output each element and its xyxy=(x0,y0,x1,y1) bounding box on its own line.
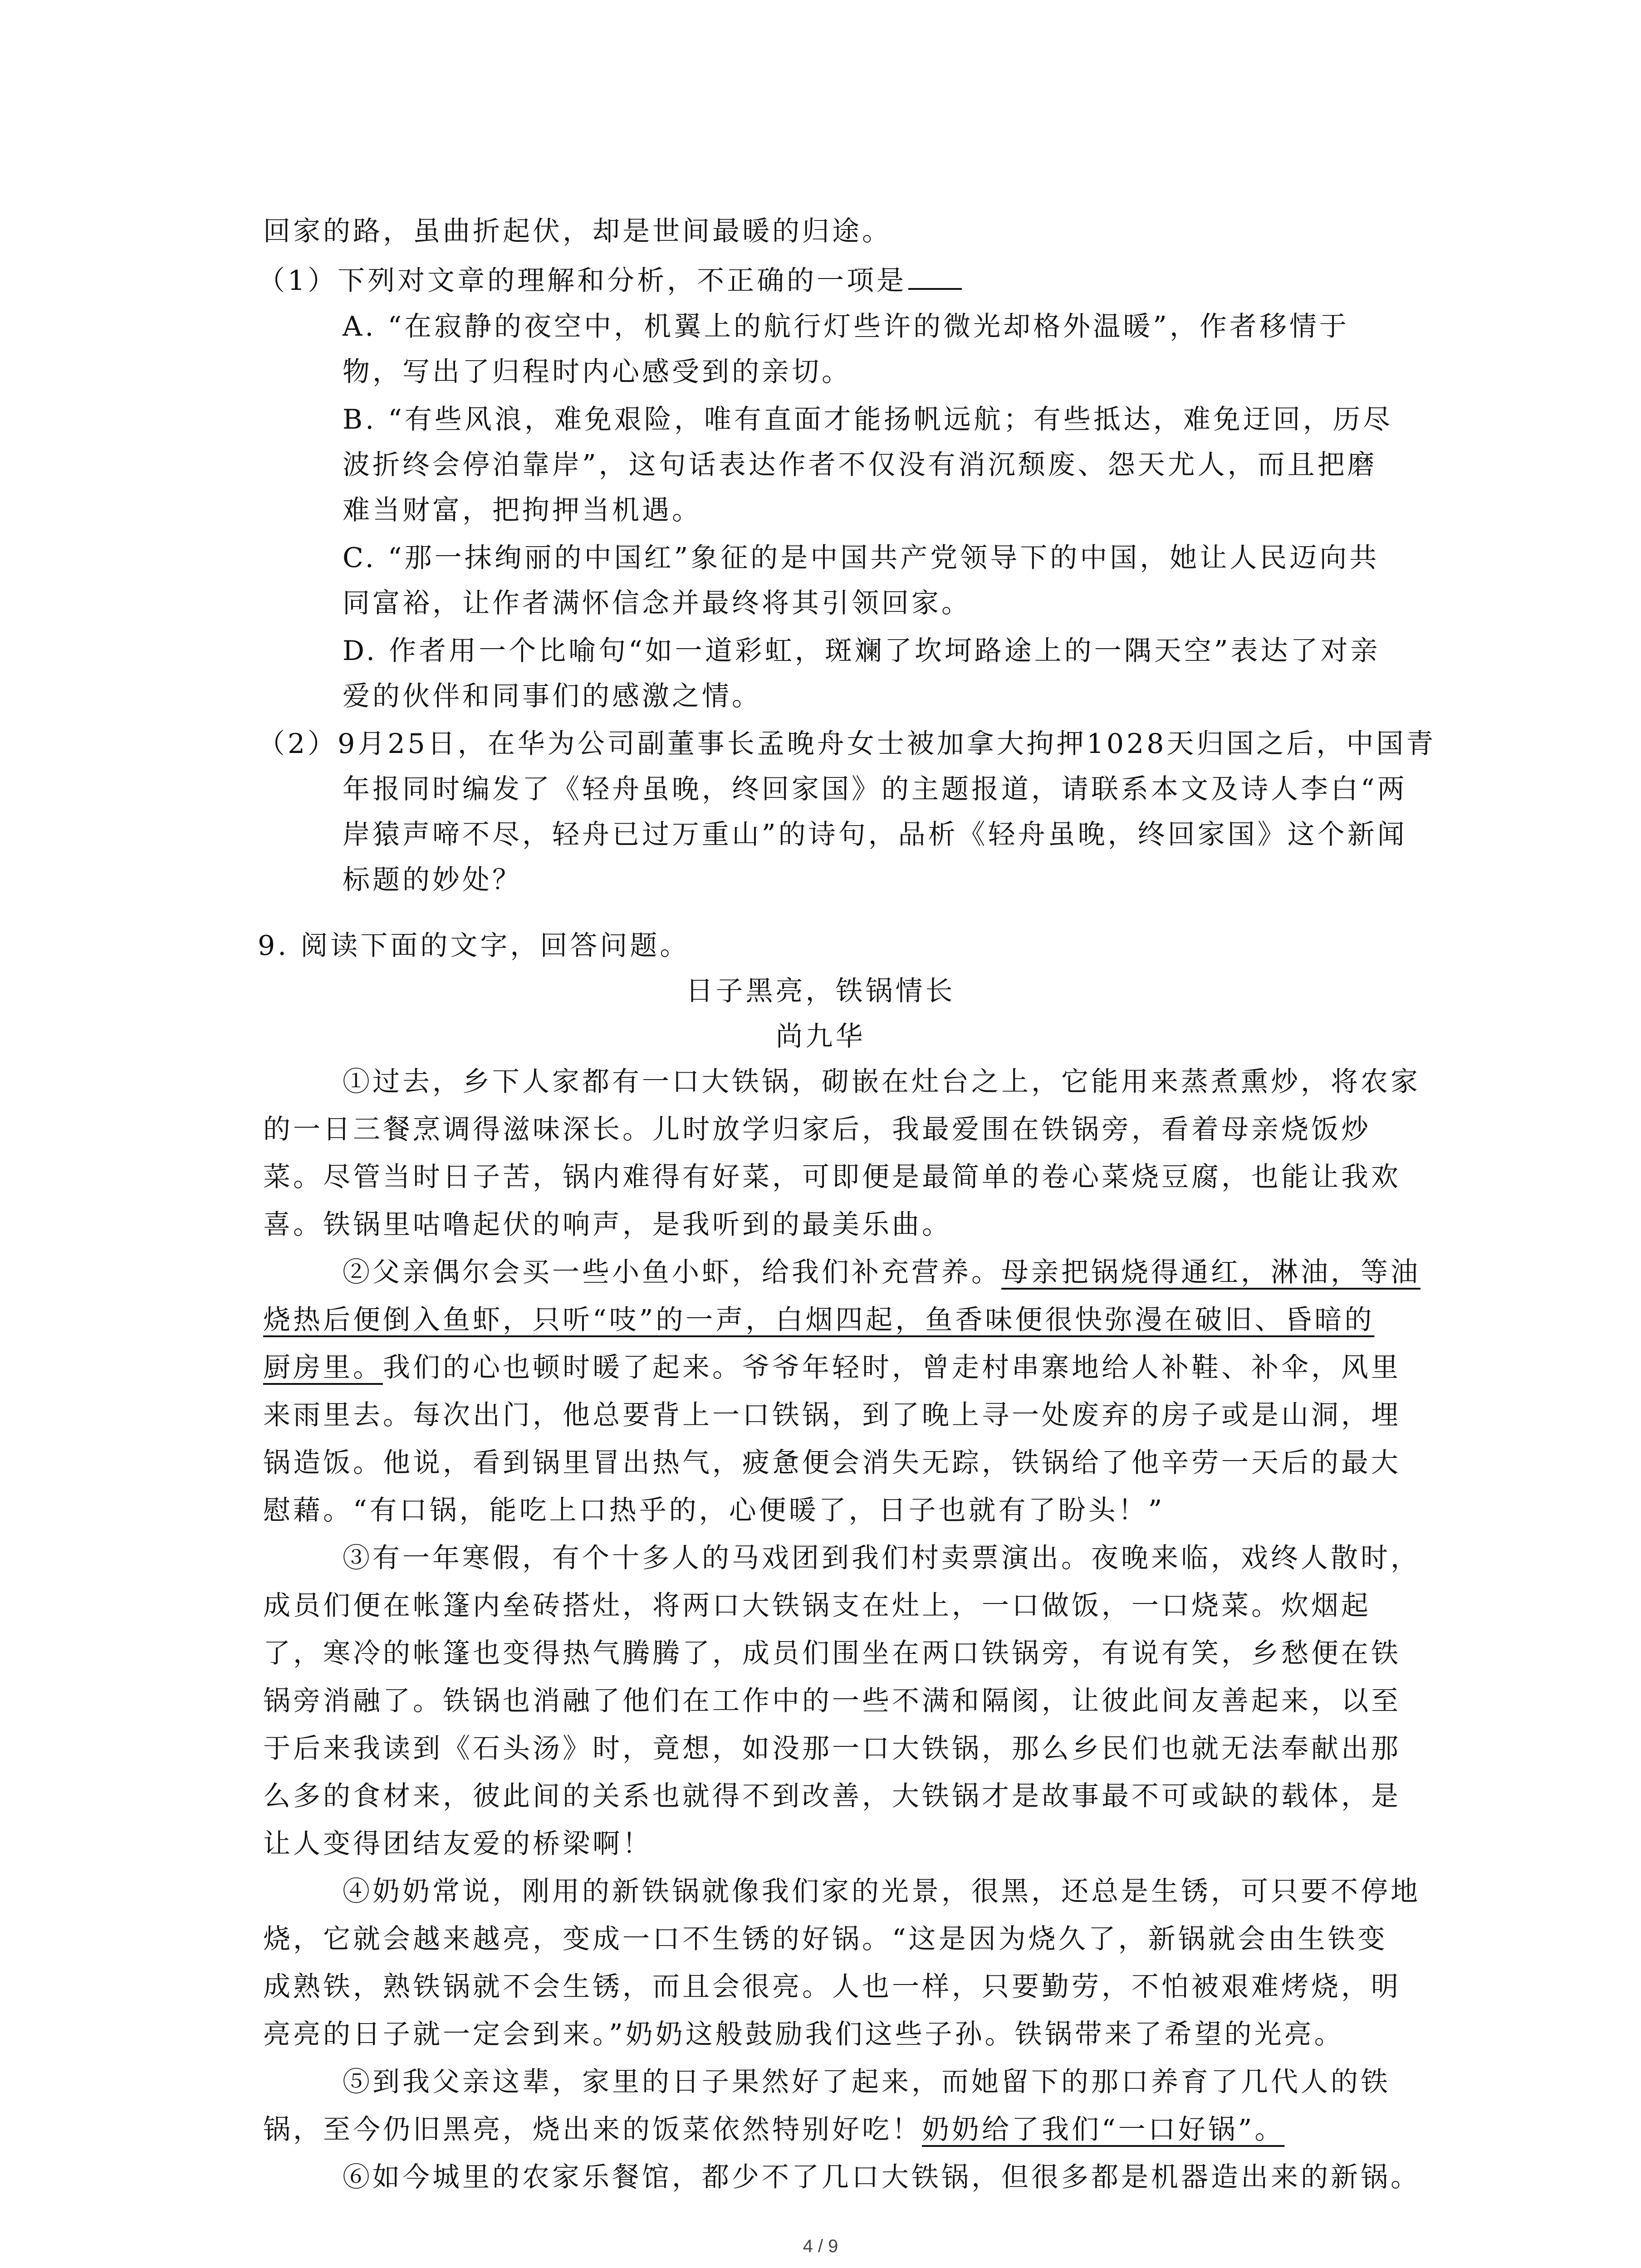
paragraph-4-line-4: 亮亮的日子就一定会到来。”奶奶这般鼓励我们这些子孙。铁锅带来了希望的光亮。 xyxy=(263,2019,1344,2050)
question-1-stem xyxy=(258,261,962,299)
option-d-line-2: 爱的伙伴和同事们的感激之情。 xyxy=(343,680,762,712)
paragraph-3-line-1: ③有一年寒假，有个十多人的马戏团到我们村卖票演出。夜晚来临，戏终人散时， xyxy=(343,1542,1421,1574)
paragraph-5-line-2 xyxy=(263,2112,1284,2148)
paragraph-6-line-1: ⑥如今城里的农家乐餐馆，都少不了几口大铁锅，但很多都是机器造出来的新锅。 xyxy=(343,2161,1421,2193)
option-b-line-3: 难当财富，把拘押当机遇。 xyxy=(343,494,702,526)
paragraph-3-line-5: 于后来我读到《石头汤》时，竟想，如没那一口大铁锅，那么乡民们也就无法奉献出那 xyxy=(263,1733,1401,1765)
paragraph-1-line-2: 的一日三餐烹调得滋味深长。儿时放学归家后，我最爱围在铁锅旁，看着母亲烧饭炒 xyxy=(263,1114,1371,1145)
paragraph-2-line-6: 慰藉。“有口锅，能吃上口热乎的，心便暖了，日子也就有了盼头！” xyxy=(263,1495,1165,1526)
paragraph-4-line-2: 烧，它就会越来越亮，变成一口不生锈的好锅。“这是因为烧久了，新锅就会由生铁变 xyxy=(263,1923,1388,1955)
underlined-sentence: 厨房里。 xyxy=(263,1352,383,1383)
passage-title: 日子黑亮，铁锅情长 xyxy=(686,975,955,1007)
question-2-line-2: 年报同时编发了《轻舟虽晚，终回家国》的主题报道，请联系本文及诗人李白“两 xyxy=(343,773,1407,805)
question-2-line-3: 岸猿声啼不尽，轻舟已过万重山”的诗句，品析《轻舟虽晚，终回家国》这个新闻 xyxy=(343,819,1407,850)
paragraph-2-line-3 xyxy=(263,1349,1401,1386)
question-1-text: （1）下列对文章的理解和分析，不正确的一项是 xyxy=(258,265,907,297)
page-number: 4 / 9 xyxy=(803,2236,838,2256)
paragraph-3-line-3: 了，寒冷的帐篷也变得热气腾腾了，成员们围坐在两口铁锅旁，有说有笑，乡愁便在铁 xyxy=(263,1637,1401,1669)
paragraph-2-text: ②父亲偶尔会买一些小鱼小虾，给我们补充营养。 xyxy=(343,1256,1001,1288)
question-2-line-4: 标题的妙处？ xyxy=(343,864,522,896)
paragraph-3-line-7: 让人变得团结友爱的桥梁啊！ xyxy=(263,1828,652,1860)
paragraph-2-line-1 xyxy=(343,1254,1421,1290)
question-9-heading: 9. 阅读下面的文字，回答问题。 xyxy=(258,930,690,962)
answer-blank xyxy=(908,261,962,290)
option-b-line-1: B. “有些风浪，难免艰险，唯有直面才能扬帆远航；有些抵达，难免迂回，历尽 xyxy=(343,404,1393,435)
option-a-line-1: A. “在寂静的夜空中，机翼上的航行灯些许的微光却格外温暖”，作者移情于 xyxy=(343,311,1349,342)
option-b-line-2: 波折终会停泊靠岸”，这句话表达作者不仅没有消沉颓废、怨天尤人，而且把磨 xyxy=(343,449,1377,481)
paragraph-3-line-4: 锅旁消融了。铁锅也消融了他们在工作中的一些不满和隔阂，让彼此间友善起来，以至 xyxy=(263,1685,1401,1717)
paragraph-1-line-3: 菜。尽管当时日子苦，锅内难得有好菜，可即便是最简单的卷心菜烧豆腐，也能让我欢 xyxy=(263,1161,1401,1193)
option-a-line-2: 物，写出了归程时内心感受到的亲切。 xyxy=(343,356,852,388)
passage-author: 尚九华 xyxy=(775,1021,866,1052)
paragraph-2-line-5: 锅造饭。他说，看到锅里冒出热气，疲惫便会消失无踪，铁锅给了他辛劳一天后的最大 xyxy=(263,1447,1401,1479)
intro-line: 回家的路，虽曲折起伏，却是世间最暖的归途。 xyxy=(263,215,892,247)
paragraph-4-line-3: 成熟铁，熟铁锅就不会生锈，而且会很亮。人也一样，只要勤劳，不怕被艰难烤烧，明 xyxy=(263,1971,1401,2003)
question-2-line-1: （2）9月25日，在华为公司副董事长孟晚舟女士被加拿大拘押1028天归国之后，中国青 xyxy=(258,728,1436,760)
paragraph-2-text: 我们的心也顿时暖了起来。爷爷年轻时，曾走村串寨地给人补鞋、补伞，风里 xyxy=(383,1352,1401,1383)
paragraph-4-line-1: ④奶奶常说，刚用的新铁锅就像我们家的光景，很黑，还总是生锈，可只要不停地 xyxy=(343,1876,1421,1907)
paragraph-1-line-1: ①过去，乡下人家都有一口大铁锅，砌嵌在灶台之上，它能用来蒸煮熏炒，将农家 xyxy=(343,1066,1421,1098)
paragraph-5-text: 锅，至今仍旧黑亮，烧出来的饭菜依然特别好吃！ xyxy=(263,2114,922,2146)
paragraph-1-line-4: 喜。铁锅里咕噜起伏的响声，是我听到的最美乐曲。 xyxy=(263,1209,952,1241)
paragraph-3-line-2: 成员们便在帐篷内垒砖搭灶，将两口大铁锅支在灶上，一口做饭，一口烧菜。炊烟起 xyxy=(263,1590,1371,1622)
paragraph-2-line-4: 来雨里去。每次出门，他总要背上一口铁锅，到了晚上寻一处废弃的房子或是山洞，埋 xyxy=(263,1399,1401,1431)
option-d-line-1: D. 作者用一个比喻句“如一道彩虹，斑斓了坎坷路途上的一隅天空”表达了对亲 xyxy=(343,635,1381,667)
underlined-sentence: 母亲把锅烧得通红，淋油，等油 xyxy=(1001,1256,1421,1288)
paragraph-3-line-6: 么多的食材来，彼此间的关系也就得不到改善，大铁锅才是故事最不可或缺的载体，是 xyxy=(263,1780,1401,1812)
option-c-line-1: C. “那一抹绚丽的中国红”象征的是中国共产党领导下的中国，她让人民迈向共 xyxy=(343,542,1380,574)
paragraph-2-line-2 xyxy=(263,1302,1374,1338)
underlined-sentence: 奶奶给了我们“一口好锅”。 xyxy=(922,2114,1285,2146)
underlined-sentence: 烧热后便倒入鱼虾，只听“吱”的一声，白烟四起，鱼香味便很快弥漫在破旧、昏暗的 xyxy=(263,1304,1375,1336)
paragraph-5-line-1: ⑤到我父亲这辈，家里的日子果然好了起来，而她留下的那口养育了几代人的铁 xyxy=(343,2066,1391,2098)
option-c-line-2: 同富裕，让作者满怀信念并最终将其引领回家。 xyxy=(343,587,971,619)
